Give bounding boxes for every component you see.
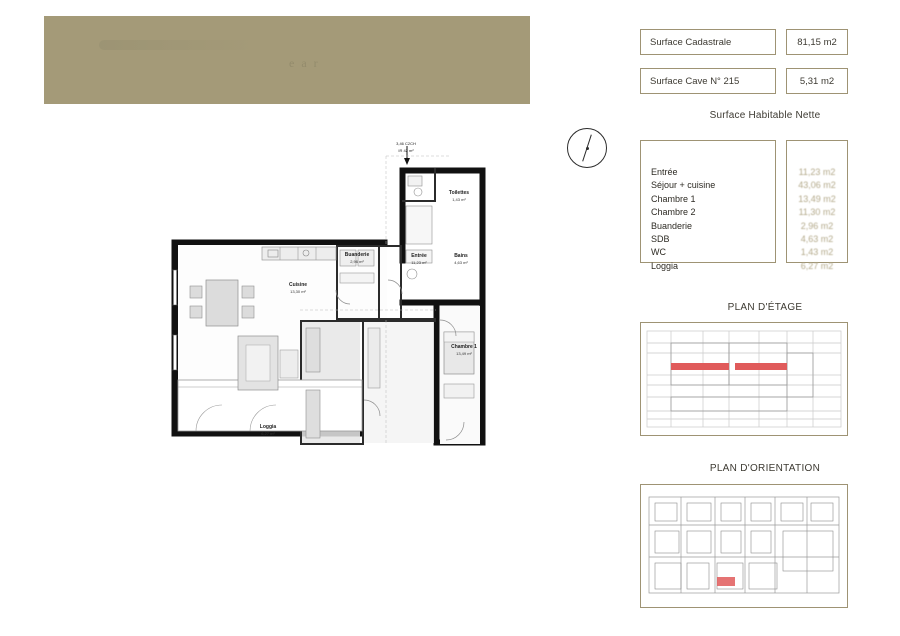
habitable-name-list — [641, 157, 715, 273]
room-area-cuisine: 13,30 m² — [290, 288, 306, 294]
room-name-toilettes: Toilettes — [448, 190, 470, 196]
habitable-name-wc: WC — [651, 247, 666, 258]
room-area-entree: 11,23 m² — [411, 259, 427, 265]
header-scribble — [44, 16, 530, 104]
room-label-cuisine — [289, 282, 307, 295]
plan-orientation-thumbnail — [640, 484, 848, 608]
room-label-buanderie — [345, 252, 369, 265]
room-label-entree — [411, 253, 427, 266]
plan-etage-thumbnail — [640, 322, 848, 436]
room-label-bains — [454, 253, 468, 266]
room-name-cuisine: Cuisine — [288, 282, 308, 288]
room-area-chambre1: 13,49 m² — [456, 350, 472, 356]
plan-orientation-svg — [641, 485, 847, 607]
habitable-name-chambre2: Chambre 2 — [651, 207, 696, 218]
room-label-loggia — [260, 424, 276, 437]
habitable-value-sejour: 43,06 m2 — [798, 180, 836, 191]
habitable-value-buanderie: 2,96 m2 — [800, 220, 834, 231]
room-area-loggia: 6,27 m² — [261, 430, 275, 436]
header-band — [44, 16, 530, 104]
section-title-habitable: Surface Habitable Nette — [709, 110, 821, 121]
habitable-value-chambre2: 11,30 m2 — [798, 207, 836, 218]
title-plan-etage: PLAN D'ÉTAGE — [727, 302, 803, 313]
north-dimension-label: 3,46 C2CH — [396, 141, 416, 146]
smudge-mark — [99, 40, 259, 50]
room-name-buanderie: Buanderie — [344, 252, 370, 258]
info-panel — [630, 0, 900, 636]
habitable-name-entree: Entrée — [651, 167, 678, 177]
compass-center-dot — [586, 147, 589, 150]
row-surface-cadastrale — [640, 29, 848, 55]
habitable-value-entree: 11,23 m2 — [798, 167, 836, 177]
compass-north-icon — [567, 128, 607, 168]
room-area-buanderie: 2,96 m² — [350, 258, 364, 264]
floor-plan-drawing — [150, 140, 510, 470]
habitable-name-loggia: Loggia — [651, 260, 679, 271]
room-area-bains: 4,63 m² — [454, 259, 468, 265]
label-surface-cave: Surface Cave N° 215 — [640, 68, 776, 94]
habitable-value-list — [787, 157, 847, 273]
room-label-chambre1 — [451, 344, 477, 357]
room-label-toilettes — [449, 190, 469, 203]
room-name-bains: Bains — [454, 253, 468, 259]
title-plan-orientation: PLAN D'ORIENTATION — [709, 463, 821, 474]
room-area-toilettes: 1,43 m² — [452, 196, 466, 202]
plan-etage-svg — [641, 323, 847, 435]
header-caption: e a r — [289, 56, 320, 70]
north-dimension-sublabel: IR 42 m² — [398, 148, 414, 153]
label-surface-cadastrale: Surface Cadastrale — [640, 29, 776, 55]
habitable-values-box — [786, 140, 848, 271]
habitable-name-sdb: SDB — [651, 234, 670, 245]
habitable-name-chambre1: Chambre 1 — [651, 193, 696, 204]
value-surface-cave: 5,31 m2 — [786, 68, 848, 94]
room-name-loggia: Loggia — [259, 424, 277, 430]
value-surface-cadastrale: 81,15 m2 — [786, 29, 848, 55]
habitable-name-sejour: Séjour + cuisine — [651, 180, 716, 191]
habitable-value-sdb: 4,63 m2 — [800, 234, 834, 245]
habitable-value-chambre1: 13,49 m2 — [798, 193, 836, 204]
habitable-names-box — [640, 140, 776, 271]
habitable-name-buanderie: Buanderie — [651, 220, 693, 231]
row-surface-cave — [640, 68, 848, 94]
habitable-value-loggia: 6,27 m2 — [800, 260, 834, 271]
room-name-entree: Entrée — [411, 253, 427, 259]
habitable-value-wc: 1,43 m2 — [800, 247, 834, 258]
room-name-chambre1: Chambre 1 — [451, 344, 477, 350]
